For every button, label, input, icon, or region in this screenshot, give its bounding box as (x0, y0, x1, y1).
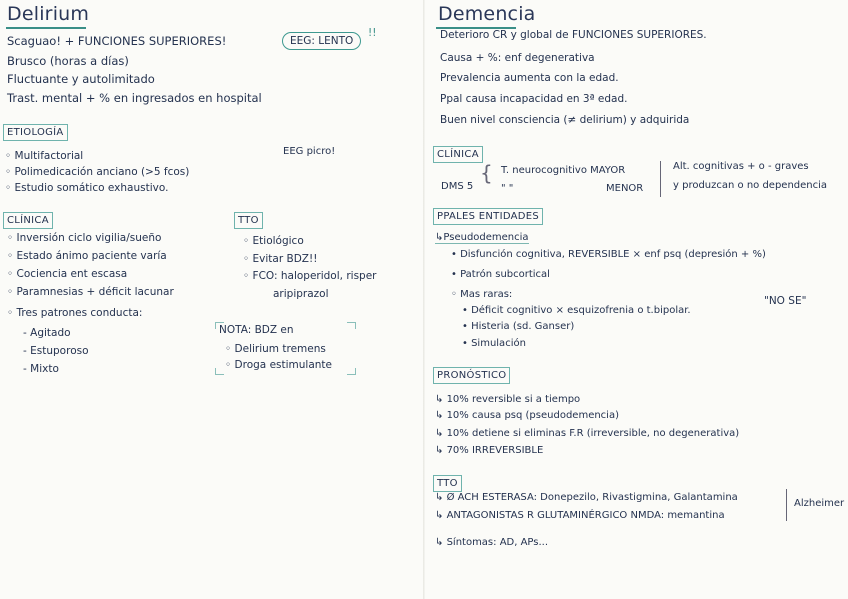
demencia-tto-item: ↳ Ø ACH ESTERASA: Donepezilo, Rivastigmina, Galantamina (435, 492, 738, 503)
delirium-title-underline (6, 27, 86, 29)
neurocog-mayor: T. neurocognitivo MAYOR (501, 165, 626, 176)
tto-item: ◦ FCO: haloperidol, risper (243, 270, 377, 282)
tto-heading: TTO (234, 212, 263, 229)
nota-item: ◦ Delirium tremens (225, 343, 326, 355)
alzheimer-brace (786, 489, 787, 521)
conducta-subitem-text: Mixto (30, 363, 59, 375)
entidades-heading: PPALES ENTIDADES (433, 208, 543, 225)
eeg-exclamation: !! (368, 27, 377, 39)
entidad-item-text: Disfunción cognitiva, REVERSIBLE × enf psq (depresión + %) (460, 249, 766, 260)
rara-item: • Déficit cognitivo × esquizofrenia o t.bipolar. (462, 305, 691, 316)
pronostico-item-text: 10% causa psq (pseudodemencia) (446, 410, 619, 421)
alzheimer-label: Alzheimer (794, 498, 845, 509)
dsm5-label: DMS 5 (441, 181, 474, 192)
tto-item: ◦ Etiológico (243, 235, 304, 247)
etiologia-item-text: Multifactorial (14, 150, 84, 162)
delirium-title: Delirium (7, 3, 90, 25)
clinica-item: ◦ Estado ánimo paciente varía (7, 250, 167, 262)
rara-item: • Simulación (462, 338, 526, 349)
etiologia-item: ◦ Estudio somático exhaustivo. (5, 182, 169, 194)
clinica-item: ◦ Cociencia ent escasa (7, 268, 128, 280)
pronostico-heading: PRONÓSTICO (433, 367, 510, 384)
clinica-brace-text-1: Alt. cognitivas + o - graves (673, 161, 809, 172)
demencia-tto-item-text: ANTAGONISTAS R GLUTAMINÉRGICO NMDA: memantina (446, 510, 725, 521)
tto-item-text: Etiológico (252, 235, 304, 247)
clinica-brace-text-2: y produzcan o no dependencia (673, 180, 828, 191)
delirium-intro-3: Fluctuante y autolimitado (7, 72, 155, 86)
nota-title: NOTA: BDZ en (219, 324, 294, 336)
tto-item-text: FCO: haloperidol, risper (252, 270, 377, 282)
demencia-tto-item-text: Ø ACH ESTERASA: Donepezilo, Rivastigmina, Galantamina (446, 492, 738, 503)
entidad-item: • Patrón subcortical (451, 269, 550, 280)
entidad-item: • Disfunción cognitiva, REVERSIBLE × enf psq (depresión + %) (451, 249, 766, 260)
demencia-tto-item: ↳ ANTAGONISTAS R GLUTAMINÉRGICO NMDA: memantina (435, 510, 725, 521)
demencia-title: Demencia (438, 3, 536, 25)
no-se-note: "NO SE" (764, 295, 807, 307)
pronostico-item: ↳ 10% causa psq (pseudodemencia) (435, 410, 619, 421)
pronostico-item-text: 10% reversible si a tiempo (446, 394, 581, 405)
etiologia-heading: ETIOLOGÍA (3, 124, 68, 141)
pronostico-item: ↳ 10% detiene si eliminas F.R (irreversible, no degenerativa) (435, 428, 740, 439)
neurocog-menor: MENOR (606, 183, 644, 194)
pseudodemencia-label: ↳Pseudodemencia (435, 232, 529, 243)
conducta-subitem-text: Estuporoso (30, 345, 89, 357)
demencia-intro-5: Buen nivel consciencia (≠ delirium) y adquirida (440, 114, 690, 126)
nota-item-text: Delirium tremens (234, 343, 326, 355)
pronostico-item-text: 70% IRREVERSIBLE (446, 445, 544, 456)
pronostico-item: ↳ 10% reversible si a tiempo (435, 394, 581, 405)
rara-item-text: Déficit cognitivo × esquizofrenia o t.bipolar. (471, 305, 691, 316)
clinica-item: ◦ Inversión ciclo vigilia/sueño (7, 232, 162, 244)
delirium-intro-2: Brusco (horas a días) (7, 54, 129, 68)
nota-bracket-bl (215, 368, 224, 375)
clinica-item-text: Paramnesias + déficit lacunar (16, 286, 174, 298)
conducta-subitem-text: Agitado (30, 327, 71, 339)
clinica-heading: CLÍNICA (3, 212, 53, 229)
nota-item-text: Droga estimulante (234, 359, 332, 371)
clinica-item-text: Cociencia ent escasa (16, 268, 128, 280)
clinica-item-text: Estado ánimo paciente varía (16, 250, 167, 262)
delirium-intro-4: Trast. mental + % en ingresados en hospital (7, 91, 262, 105)
eeg-note: EEG picro! (283, 146, 336, 157)
clinica-brace (660, 161, 661, 197)
clinica-item-text: Tres patrones conducta: (16, 307, 143, 319)
conducta-subitem: - Estuporoso (23, 345, 89, 357)
demencia-tto-heading: TTO (433, 475, 462, 492)
entidad-item-text: Patrón subcortical (460, 269, 550, 280)
etiologia-item: ◦ Polimedicación anciano (>5 fcos) (5, 166, 190, 178)
eeg-badge: EEG: LENTO (282, 32, 361, 50)
demencia-intro-4: Ppal causa incapacidad en 3ª edad. (440, 93, 628, 105)
rara-item: • Histeria (sd. Ganser) (462, 321, 575, 332)
conducta-subitem: - Agitado (23, 327, 71, 339)
etiologia-item-text: Estudio somático exhaustivo. (14, 182, 169, 194)
demencia-tto-item-text: Síntomas: AD, APs... (446, 537, 549, 548)
conducta-subitem: - Mixto (23, 363, 59, 375)
dsm5-bracket: { (480, 161, 493, 185)
nota-bracket-tr (347, 322, 356, 329)
rara-item-text: Histeria (sd. Ganser) (471, 321, 575, 332)
nota-bracket-br (347, 368, 356, 375)
demencia-tto-item: ↳ Síntomas: AD, APs... (435, 537, 549, 548)
demencia-intro-3: Prevalencia aumenta con la edad. (440, 72, 619, 84)
tto-item-continuation: aripiprazol (273, 288, 329, 300)
demencia-clinica-heading: CLÍNICA (433, 146, 483, 163)
demencia-intro-1: Deterioro CR y global de FUNCIONES SUPERIORES. (440, 29, 707, 41)
pronostico-item-text: 10% detiene si eliminas F.R (irreversible, no degenerativa) (446, 428, 740, 439)
entidad-item-text: Mas raras: (460, 289, 513, 300)
etiologia-item-text: Polimedicación anciano (>5 fcos) (14, 166, 190, 178)
clinica-item: ◦ Paramnesias + déficit lacunar (7, 286, 174, 298)
clinica-item: ◦ Tres patrones conducta: (7, 307, 143, 319)
clinica-item-text: Inversión ciclo vigilia/sueño (16, 232, 162, 244)
neurocog-ditto: " " (501, 183, 514, 194)
right-page (424, 0, 848, 599)
pronostico-item: ↳ 70% IRREVERSIBLE (435, 445, 544, 456)
etiologia-item: ◦ Multifactorial (5, 150, 84, 162)
rara-item-text: Simulación (471, 338, 526, 349)
nota-item: ◦ Droga estimulante (225, 359, 332, 371)
entidad-item: ◦ Mas raras: (451, 289, 513, 300)
tto-item-text: Evitar BDZ!! (252, 253, 318, 265)
pseudodemencia-text: Pseudodemencia (443, 232, 529, 243)
tto-item: ◦ Evitar BDZ!! (243, 253, 318, 265)
delirium-intro-1: Scaguao! + FUNCIONES SUPERIORES! (7, 34, 227, 48)
demencia-intro-2: Causa + %: enf degenerativa (440, 52, 595, 64)
